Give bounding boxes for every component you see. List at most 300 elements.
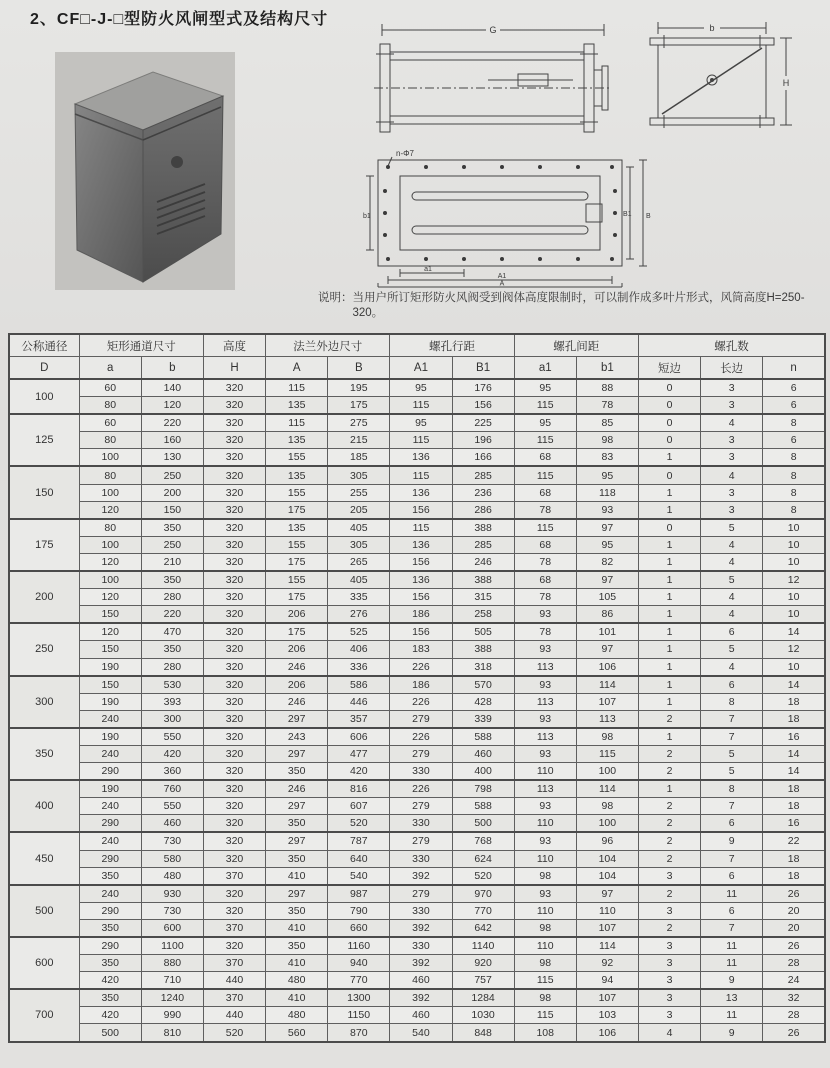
dimension-cell: 195: [328, 379, 390, 397]
dimension-cell: 10: [763, 519, 825, 537]
dimension-cell: 14: [763, 763, 825, 781]
dimension-cell: 186: [390, 606, 452, 624]
table-row: [9, 397, 825, 415]
hole-count-label: n-Φ7: [396, 149, 414, 158]
dimension-cell: 246: [266, 658, 328, 676]
dimension-cell: 7: [701, 919, 763, 937]
table-row: [9, 937, 825, 955]
dimension-cell: 8: [763, 449, 825, 467]
dimension-cell: 550: [141, 728, 203, 746]
dimension-cell: 92: [576, 955, 638, 972]
table-row: [9, 553, 825, 571]
dimension-cell: 2: [638, 815, 700, 833]
dimension-cell: 586: [328, 676, 390, 694]
dimension-cell: 1140: [452, 937, 514, 955]
dimension-cell: 290: [79, 937, 141, 955]
dimension-cell: 107: [576, 989, 638, 1007]
dimension-cell: 4: [701, 658, 763, 676]
dimension-cell: 588: [452, 798, 514, 815]
dimension-cell: 100: [79, 536, 141, 553]
dimension-cell: 3: [638, 867, 700, 885]
dimension-cell: 114: [576, 780, 638, 798]
front-view-drawing: [362, 146, 652, 288]
dimension-cell: 1: [638, 676, 700, 694]
dimension-cell: 104: [576, 850, 638, 867]
dimension-cell: 480: [266, 972, 328, 990]
dimension-cell: 115: [514, 397, 576, 415]
dimension-cell: 156: [390, 501, 452, 519]
dimension-cell: 1: [638, 780, 700, 798]
dimension-cell: 920: [452, 955, 514, 972]
dimension-cell: 460: [390, 972, 452, 990]
table-row: [9, 623, 825, 641]
dimension-cell: 410: [266, 955, 328, 972]
dimension-cell: 350: [79, 955, 141, 972]
dimension-cell: 624: [452, 850, 514, 867]
plan-view-drawing: [368, 20, 618, 145]
dimension-cell: 155: [266, 449, 328, 467]
dimension-cell: 1: [638, 606, 700, 624]
dimension-cell: 98: [514, 989, 576, 1007]
dimension-cell: 98: [576, 798, 638, 815]
dimension-cell: 265: [328, 553, 390, 571]
dimension-cell: 606: [328, 728, 390, 746]
dimension-cell: 86: [576, 606, 638, 624]
plan-view-svg: [368, 20, 618, 145]
col-A1: A1: [390, 357, 452, 380]
dimension-cell: 320: [203, 885, 265, 903]
dimension-cell: 3: [638, 972, 700, 990]
dimension-cell: 370: [203, 919, 265, 937]
table-row: [9, 885, 825, 903]
dimension-cell: 93: [514, 710, 576, 728]
dimension-cell: 320: [203, 589, 265, 606]
dimension-cell: 2: [638, 798, 700, 815]
table-row: [9, 972, 825, 990]
dimension-cell: 9: [701, 832, 763, 850]
dimension-cell: 12: [763, 571, 825, 589]
side-height-dim-label: H: [782, 78, 790, 88]
table-row: [9, 606, 825, 624]
dimension-cell: 10: [763, 658, 825, 676]
front-A-dim-label: A: [499, 280, 505, 288]
dimension-cell: 150: [79, 606, 141, 624]
dimension-cell: 297: [266, 885, 328, 903]
dimension-cell: 520: [452, 867, 514, 885]
front-a1-dim-label: a1: [424, 266, 432, 273]
table-row: [9, 867, 825, 885]
dimension-cell: 103: [576, 1007, 638, 1024]
dimension-cell: 95: [576, 536, 638, 553]
dimension-cell: 10: [763, 606, 825, 624]
dimension-cell: 68: [514, 536, 576, 553]
dimension-cell: 4: [701, 414, 763, 432]
dimension-cell: 68: [514, 571, 576, 589]
dimension-cell: 4: [701, 606, 763, 624]
dimension-cell: 115: [390, 397, 452, 415]
dimension-cell: 1: [638, 641, 700, 658]
dimension-cell: 175: [266, 589, 328, 606]
table-row: [9, 676, 825, 694]
dimension-cell: 6: [701, 676, 763, 694]
dimension-cell: 1030: [452, 1007, 514, 1024]
dimension-cell: 540: [390, 1024, 452, 1042]
dimension-cell: 136: [390, 571, 452, 589]
dimension-cell: 460: [390, 1007, 452, 1024]
dimension-cell: 240: [79, 798, 141, 815]
table-row: [9, 955, 825, 972]
dimension-cell: 297: [266, 798, 328, 815]
dimension-cell: 100: [79, 484, 141, 501]
dimension-cell: 113: [576, 710, 638, 728]
dimension-cell: 135: [266, 432, 328, 449]
dimension-cell: 1: [638, 571, 700, 589]
dimension-cell: 115: [390, 432, 452, 449]
dimension-cell: 770: [452, 902, 514, 919]
dimension-cell: 2: [638, 745, 700, 762]
dimension-cell: 225: [452, 414, 514, 432]
dimension-cell: 505: [452, 623, 514, 641]
dimension-cell: 106: [576, 1024, 638, 1042]
dimension-cell: 6: [701, 815, 763, 833]
actuator-knob: [171, 156, 183, 168]
nominal-diameter-cell: 125: [9, 414, 79, 466]
front-B1-dim-label: B1: [623, 211, 632, 218]
dimension-cell: 1240: [141, 989, 203, 1007]
dimension-cell: 3: [638, 955, 700, 972]
dimension-cell: 97: [576, 641, 638, 658]
dimension-cell: 226: [390, 728, 452, 746]
dimension-cell: 226: [390, 658, 452, 676]
dimension-cell: 570: [452, 676, 514, 694]
col-long-side: 长边: [701, 357, 763, 380]
dimension-cell: 78: [514, 589, 576, 606]
table-row: [9, 710, 825, 728]
dimension-cell: 1: [638, 658, 700, 676]
dimension-cell: 156: [390, 553, 452, 571]
dimension-cell: 330: [390, 850, 452, 867]
dimension-cell: 320: [203, 815, 265, 833]
dimension-cell: 4: [701, 553, 763, 571]
dimension-cell: 95: [514, 414, 576, 432]
dimension-cell: 5: [701, 641, 763, 658]
table-row: [9, 815, 825, 833]
dimension-cell: 6: [701, 623, 763, 641]
dimension-cell: 1: [638, 536, 700, 553]
table-row: [9, 780, 825, 798]
dimension-cell: 190: [79, 780, 141, 798]
fire-damper-photo: [55, 52, 235, 290]
dimension-cell: 280: [141, 589, 203, 606]
dimension-cell: 18: [763, 693, 825, 710]
dimension-cell: 930: [141, 885, 203, 903]
dimension-cell: 4: [701, 589, 763, 606]
dimension-cell: 115: [390, 466, 452, 484]
dimension-cell: 2: [638, 885, 700, 903]
dimension-cell: 104: [576, 867, 638, 885]
dimension-cell: 320: [203, 850, 265, 867]
dimension-cell: 9: [701, 1024, 763, 1042]
dimension-cell: 78: [514, 501, 576, 519]
dimension-cell: 730: [141, 832, 203, 850]
col-a1: a1: [514, 357, 576, 380]
front-A1-dim-label: A1: [497, 273, 507, 280]
dimension-cell: 185: [328, 449, 390, 467]
dimension-cell: 93: [514, 641, 576, 658]
dimension-cell: 320: [203, 449, 265, 467]
dimension-cell: 350: [266, 850, 328, 867]
dimension-cell: 107: [576, 693, 638, 710]
dimension-cell: 470: [141, 623, 203, 641]
dimension-cell: 642: [452, 919, 514, 937]
dimension-cell: 120: [79, 623, 141, 641]
dimension-cell: 155: [266, 484, 328, 501]
dimension-cell: 388: [452, 571, 514, 589]
dimension-cell: 4: [701, 466, 763, 484]
dimension-cell: 2: [638, 710, 700, 728]
dimension-cell: 26: [763, 937, 825, 955]
table-row: [9, 989, 825, 1007]
dimension-cell: 275: [328, 414, 390, 432]
dimension-cell: 12: [763, 641, 825, 658]
dimension-cell: 93: [576, 501, 638, 519]
col-n: n: [763, 357, 825, 380]
table-row: [9, 519, 825, 537]
dimension-cell: 320: [203, 676, 265, 694]
table-row: [9, 728, 825, 746]
dimension-cell: 320: [203, 519, 265, 537]
dimension-cell: 255: [328, 484, 390, 501]
dimension-cell: 105: [576, 589, 638, 606]
dimension-cell: 297: [266, 745, 328, 762]
dimension-cell: 97: [576, 571, 638, 589]
nominal-diameter-cell: 600: [9, 937, 79, 989]
dimension-cell: 315: [452, 589, 514, 606]
dimension-cell: 94: [576, 972, 638, 990]
dimension-cell: 392: [390, 919, 452, 937]
dimension-cell: 987: [328, 885, 390, 903]
dimension-cell: 1300: [328, 989, 390, 1007]
dimension-cell: 175: [266, 623, 328, 641]
dimension-cell: 446: [328, 693, 390, 710]
dimension-cell: 115: [576, 745, 638, 762]
dimension-cell: 6: [701, 902, 763, 919]
dimension-cell: 339: [452, 710, 514, 728]
front-view-svg: [362, 146, 652, 288]
dimension-cell: 276: [328, 606, 390, 624]
dimension-cell: 206: [266, 606, 328, 624]
dimension-cell: 220: [141, 414, 203, 432]
dimension-cell: 215: [328, 432, 390, 449]
page-title: 2、CF□-J-□型防火风闸型式及结构尺寸: [30, 11, 329, 28]
dimension-cell: 0: [638, 432, 700, 449]
dimension-cell: 280: [141, 658, 203, 676]
dimension-cell: 108: [514, 1024, 576, 1042]
dimension-cell: 97: [576, 519, 638, 537]
dimension-cell: 320: [203, 397, 265, 415]
dimension-cell: 11: [701, 955, 763, 972]
nominal-diameter-cell: 500: [9, 885, 79, 937]
dimension-cell: 370: [203, 867, 265, 885]
dimension-cell: 16: [763, 728, 825, 746]
dimension-cell: 246: [266, 693, 328, 710]
dimension-cell: 93: [514, 606, 576, 624]
dimension-cell: 7: [701, 850, 763, 867]
dimension-cell: 176: [452, 379, 514, 397]
dimension-cell: 136: [390, 449, 452, 467]
dimension-cell: 350: [266, 937, 328, 955]
dimension-cell: 320: [203, 414, 265, 432]
dimension-cell: 80: [79, 397, 141, 415]
dimension-cell: 8: [763, 466, 825, 484]
dimension-cell: 3: [638, 937, 700, 955]
dimension-cell: 3: [701, 432, 763, 449]
dimension-cell: 320: [203, 937, 265, 955]
dimension-cell: 600: [141, 919, 203, 937]
dimension-cell: 480: [266, 1007, 328, 1024]
dimension-cell: 279: [390, 885, 452, 903]
dimension-cell: 990: [141, 1007, 203, 1024]
dimension-cell: 580: [141, 850, 203, 867]
table-row: [9, 850, 825, 867]
dimension-cell: 68: [514, 449, 576, 467]
col-short-side: 短边: [638, 357, 700, 380]
dimension-cell: 120: [79, 553, 141, 571]
dimension-cell: 2: [638, 850, 700, 867]
dimension-cell: 290: [79, 850, 141, 867]
nominal-diameter-cell: 250: [9, 623, 79, 675]
dimension-cell: 370: [203, 989, 265, 1007]
col-a: a: [79, 357, 141, 380]
dimension-cell: 26: [763, 885, 825, 903]
dimension-cell: 240: [79, 832, 141, 850]
dimension-cell: 420: [79, 1007, 141, 1024]
dimension-cell: 135: [266, 397, 328, 415]
dimension-cell: 757: [452, 972, 514, 990]
dimension-cell: 246: [452, 553, 514, 571]
dimension-cell: 320: [203, 832, 265, 850]
dimension-cell: 320: [203, 745, 265, 762]
dimension-cell: 32: [763, 989, 825, 1007]
dimension-cell: 405: [328, 571, 390, 589]
nominal-diameter-cell: 300: [9, 676, 79, 728]
dimension-cell: 20: [763, 902, 825, 919]
dimension-cell: 11: [701, 1007, 763, 1024]
dimension-cell: 210: [141, 553, 203, 571]
dimension-cell: 22: [763, 832, 825, 850]
dimension-cell: 320: [203, 780, 265, 798]
dimension-cell: 115: [514, 432, 576, 449]
dimension-cell: 136: [390, 484, 452, 501]
dimension-cell: 114: [576, 676, 638, 694]
dimension-cell: 350: [79, 989, 141, 1007]
dimension-cell: 410: [266, 989, 328, 1007]
dimension-cell: 115: [514, 1007, 576, 1024]
dimension-cell: 0: [638, 379, 700, 397]
dimension-cell: 500: [452, 815, 514, 833]
bolt-holes: [383, 165, 617, 261]
dimension-cell: 540: [328, 867, 390, 885]
dimension-cell: 1: [638, 501, 700, 519]
dimension-cell: 320: [203, 553, 265, 571]
dimension-cell: 96: [576, 832, 638, 850]
col-D: D: [9, 357, 79, 380]
dimension-cell: 1160: [328, 937, 390, 955]
dimension-cell: 405: [328, 519, 390, 537]
dimension-cell: 114: [576, 937, 638, 955]
col-B: B: [328, 357, 390, 380]
front-b1-dim-label: b1: [363, 213, 371, 220]
dimension-cell: 3: [701, 379, 763, 397]
nominal-diameter-cell: 450: [9, 832, 79, 884]
dimension-cell: 330: [390, 937, 452, 955]
dimension-cell: 520: [203, 1024, 265, 1042]
dimension-cell: 60: [79, 379, 141, 397]
dimension-cell: 78: [514, 553, 576, 571]
table-row: [9, 641, 825, 658]
dimension-cell: 155: [266, 536, 328, 553]
dimension-cell: 140: [141, 379, 203, 397]
table-row: [9, 414, 825, 432]
dimension-cell: 110: [514, 902, 576, 919]
dimension-cell: 93: [514, 745, 576, 762]
dimension-cell: 6: [701, 867, 763, 885]
table-row: [9, 466, 825, 484]
dimension-cell: 1284: [452, 989, 514, 1007]
dimension-cell: 320: [203, 658, 265, 676]
dimension-cell: 1: [638, 728, 700, 746]
dimension-cell: 798: [452, 780, 514, 798]
dimension-cell: 186: [390, 676, 452, 694]
dimension-cell: 525: [328, 623, 390, 641]
dimension-cell: 730: [141, 902, 203, 919]
nominal-diameter-cell: 700: [9, 989, 79, 1041]
dimension-cell: 320: [203, 693, 265, 710]
product-photo: [55, 52, 235, 290]
plan-width-dim-label: G: [489, 25, 497, 35]
dimension-cell: 85: [576, 414, 638, 432]
note-paragraph: [318, 291, 830, 321]
dimension-cell: 14: [763, 745, 825, 762]
dimension-cell: 320: [203, 466, 265, 484]
dimension-cell: 290: [79, 902, 141, 919]
dimension-cell: 18: [763, 798, 825, 815]
dimension-cell: 660: [328, 919, 390, 937]
dimension-cell: 115: [514, 519, 576, 537]
col-A: A: [266, 357, 328, 380]
dimension-cell: 155: [266, 571, 328, 589]
dimension-cell: 420: [328, 763, 390, 781]
dimension-cell: 113: [514, 728, 576, 746]
dimension-cell: 120: [141, 397, 203, 415]
dimension-cell: 279: [390, 710, 452, 728]
dimension-cell: 226: [390, 693, 452, 710]
dimension-cell: 320: [203, 763, 265, 781]
dimension-cell: 640: [328, 850, 390, 867]
dimension-cell: 7: [701, 710, 763, 728]
dimension-cell: 710: [141, 972, 203, 990]
dimension-cell: 240: [79, 745, 141, 762]
dimension-table-body: [9, 379, 825, 1042]
dimension-cell: 410: [266, 867, 328, 885]
dimension-cell: 285: [452, 536, 514, 553]
dimension-cell: 156: [390, 589, 452, 606]
dimension-cell: 18: [763, 780, 825, 798]
dimension-cell: 236: [452, 484, 514, 501]
dimension-cell: 3: [701, 397, 763, 415]
dimension-cell: 98: [576, 728, 638, 746]
dimension-cell: 350: [79, 867, 141, 885]
